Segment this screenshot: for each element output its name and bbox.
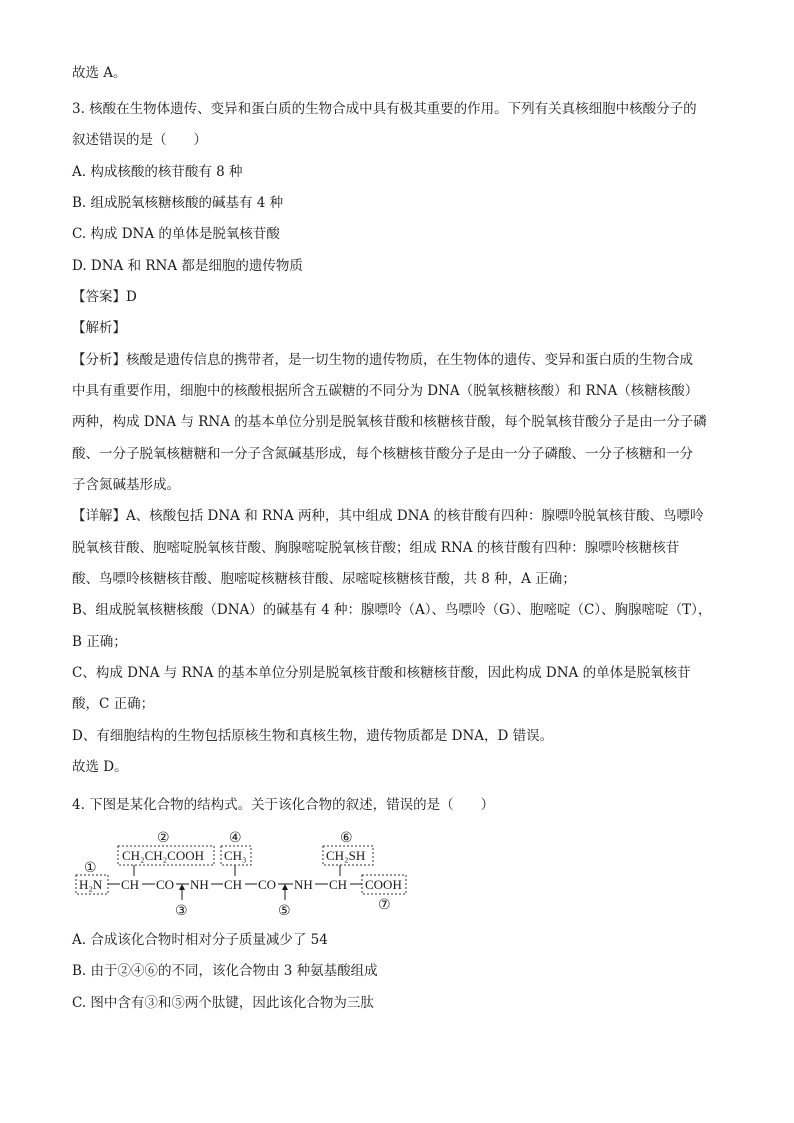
analysis-line: 中具有重要作用，细胞中的核酸根据所含五碳糖的不同分为 DNA（脱氧核糖核酸）和 RNA（核糖核酸） — [72, 383, 699, 399]
detail-line: C、构成 DNA 与 RNA 的基本单位分别是脱氧核苷酸和核糖核苷酸，因此构成 DNA 的单体是脱氧核苷 — [72, 665, 691, 681]
marker-2: ② — [157, 830, 170, 846]
text-line: 故选 A。 — [72, 65, 127, 81]
amino-group: H₂N — [79, 877, 103, 892]
analysis-heading: 【解析】 — [72, 320, 126, 336]
analysis-line: 子含氮碱基形成。 — [72, 477, 180, 493]
option-d: D. DNA 和 RNA 都是细胞的遗传物质 — [72, 258, 303, 274]
q4-option-b: B. 由于②④⑥的不同，该化合物由 3 种氨基酸组成 — [72, 963, 378, 979]
chain-co-1: CO — [156, 877, 175, 892]
marker-7: ⑦ — [378, 897, 391, 913]
chain-nh-2: NH — [294, 877, 313, 892]
arrow-up-icon — [282, 884, 288, 890]
question-3-stem-cont: 叙述错误的是（ ） — [72, 132, 207, 148]
marker-1: ① — [84, 860, 97, 876]
arrow-up-icon — [179, 884, 185, 890]
marker-6: ⑥ — [340, 830, 353, 846]
chain-ch-1: CH — [121, 877, 140, 892]
option-c: C. 构成 DNA 的单体是脱氧核苷酸 — [72, 226, 280, 242]
detail-line: 酸，C 正确； — [72, 696, 155, 712]
r-group-4: CH₃ — [224, 848, 247, 863]
chain-co-2: CO — [258, 877, 277, 892]
option-b: B. 组成脱氧核糖核酸的碱基有 4 种 — [72, 195, 284, 211]
detail-line: B、组成脱氧核糖核酸（DNA）的碱基有 4 种：腺嘌呤（A）、鸟嘌呤（G）、胞嘧啶（C）、胸腺嘧啶（T）， — [72, 602, 712, 618]
q4-option-a: A. 合成该化合物时相对分子质量减少了 54 — [72, 932, 328, 948]
marker-4: ④ — [229, 830, 242, 846]
analysis-line: 两种，构成 DNA 与 RNA 的基本单位分别是脱氧核苷酸和核糖核苷酸，每个脱氧核苷酸分子是由一分子磷 — [72, 414, 707, 430]
question-3-stem: 3. 核酸在生物体遗传、变异和蛋白质的生物合成中具有极其重要的作用。下列有关真核细胞中核酸分子的 — [72, 101, 697, 117]
detail-line: D、有细胞结构的生物包括原核生物和真核生物，遗传物质都是 DNA，D 错误。 — [72, 728, 554, 744]
chain-ch-2: CH — [224, 877, 243, 892]
r-group-6: CH₂SH — [326, 848, 366, 863]
text-line: 故选 D。 — [72, 759, 128, 775]
q4-option-c: C. 图中含有③和⑤两个肽键，因此该化合物为三肽 — [72, 995, 374, 1011]
analysis-line: 酸、一分子脱氧核糖糖和一分子含氮碱基形成，每个核糖核苷酸分子是由一分子磷酸、一分子核糖和一分 — [72, 446, 693, 462]
detail-line: 脱氧核苷酸、胞嘧啶脱氧核苷酸、胸腺嘧啶脱氧核苷酸；组成 RNA 的核苷酸有四种：腺嘌呤核糖核苷 — [72, 540, 680, 556]
marker-3: ③ — [175, 903, 188, 919]
marker-5: ⑤ — [278, 903, 291, 919]
chain-nh-1: NH — [190, 877, 209, 892]
peptide-structure-diagram — [72, 826, 432, 922]
question-4-stem: 4. 下图是某化合物的结构式。关于该化合物的叙述，错误的是（ ） — [72, 797, 495, 813]
analysis-line: 【分析】核酸是遗传信息的携带者，是一切生物的遗传物质，在生物体的遗传、变异和蛋白质的生物合成 — [72, 352, 693, 368]
answer: 【答案】D — [72, 289, 137, 305]
detail-line: 酸、鸟嘌呤核糖核苷酸、胞嘧啶核糖核苷酸、尿嘧啶核糖核苷酸，共 8 种，A 正确； — [72, 571, 576, 587]
r-group-2: CH₂CH₂COOH — [122, 848, 205, 863]
detail-line: B 正确； — [72, 634, 127, 650]
option-a: A. 构成核酸的核苷酸有 8 种 — [72, 164, 243, 180]
chain-ch-3: CH — [329, 877, 348, 892]
carboxyl-group: COOH — [365, 877, 402, 892]
detail-line: 【详解】A、核酸包括 DNA 和 RNA 两种，其中组成 DNA 的核苷酸有四种：腺嘌呤脱氧核苷酸、鸟嘌呤 — [72, 508, 704, 524]
